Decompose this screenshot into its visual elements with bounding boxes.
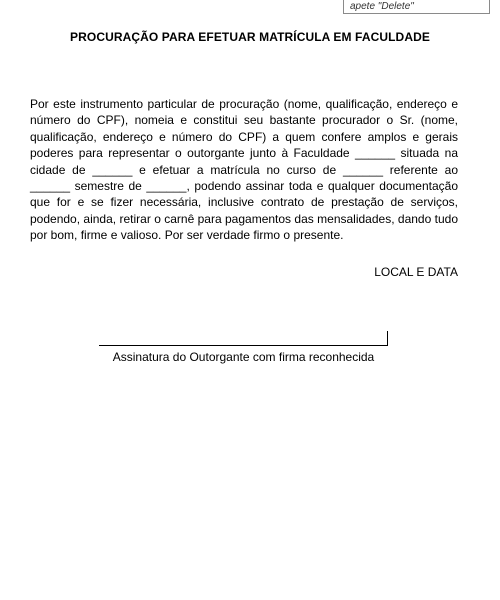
delete-hint-box [343, 0, 490, 14]
signature-line-end-mark [387, 331, 388, 346]
local-and-date: LOCAL E DATA [374, 265, 458, 279]
document-title: PROCURAÇÃO PARA EFETUAR MATRÍCULA EM FACULDADE [70, 30, 430, 44]
signature-caption: Assinatura do Outorgante com firma reconhecida [112, 350, 375, 364]
document-body: Por este instrumento particular de procuração (nome, qualificação, endereço e número do CPF), nomeia e constitui seu bastante procurador o Sr. (nome, qualificação, endereço e número do CPF) a quem confere amplos e gerais poderes para representar o outorgante junto à Faculdade ______ situada na cidade de ______ e efetuar a matrícula no curso de ______ referente ao ______ semestre de ______, podendo assinar toda e qualquer documentação que for e se fizer necessária, inclusive contrato de prestação de serviços, podendo, ainda, retirar o carnê para pagamentos das mensalidades, dando tudo por bom, firme e valioso. Por ser verdade firmo o presente. [30, 97, 458, 243]
delete-hint-text: apete "Delete" [350, 1, 414, 12]
signature-line [99, 345, 387, 346]
